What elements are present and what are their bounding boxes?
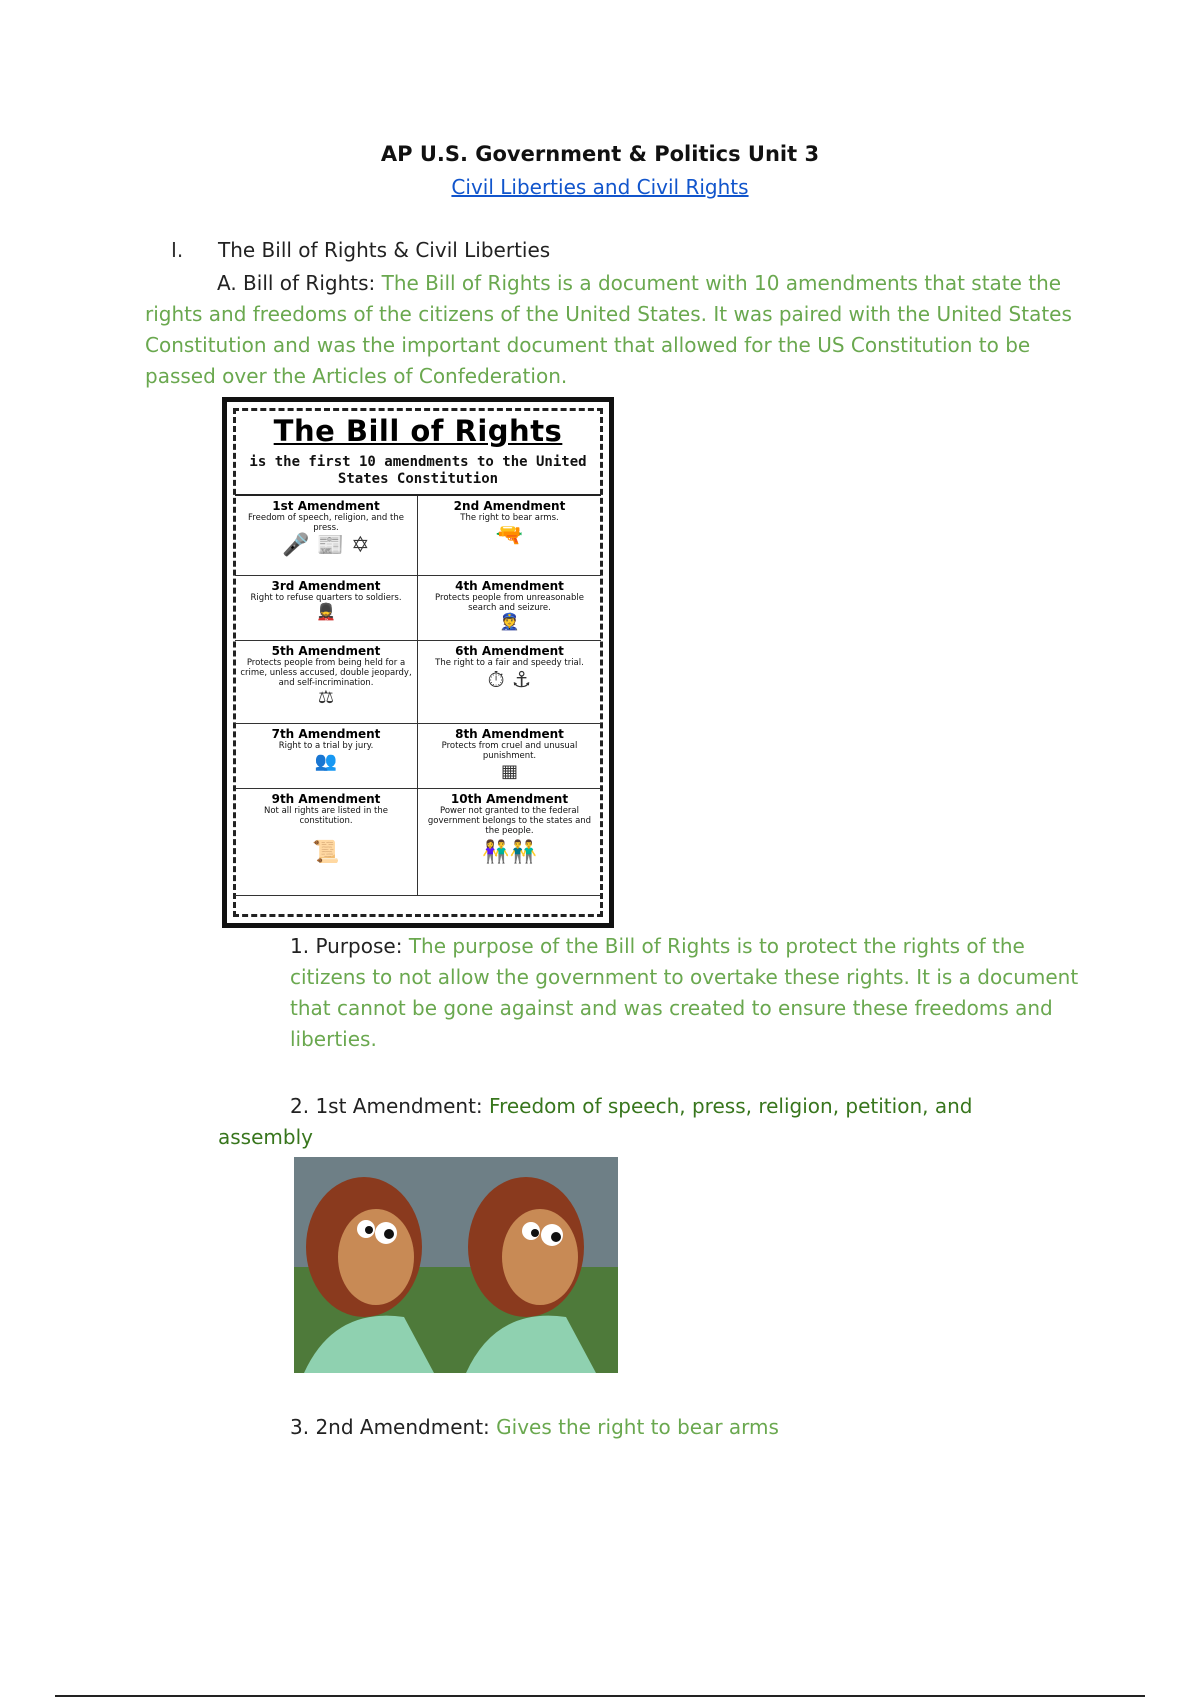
microphone-icon: 🎤 📰 ✡ [282, 533, 370, 558]
cell-text: Right to a trial by jury. [278, 741, 374, 751]
purpose-paragraph [290, 931, 1100, 1055]
cell-heading: 7th Amendment [271, 727, 381, 741]
bill-of-rights-paragraph [145, 268, 1095, 392]
poster-cell-10 [418, 789, 601, 896]
first-amendment-label: 2. 1st Amendment: [290, 1094, 490, 1118]
meme-frame-left [294, 1157, 456, 1373]
second-amendment-text: Gives the right to bear arms [496, 1415, 779, 1439]
bill-of-rights-poster [222, 397, 614, 928]
poster-cell-2 [418, 496, 601, 576]
cell-heading: 1st Amendment [272, 499, 380, 513]
cell-text: Protects people from unreasonable search and seizure. [435, 593, 584, 613]
purpose-label: 1. Purpose: [290, 934, 409, 958]
purpose-text: The purpose of the Bill of Rights is to protect the rights of the citizens to not allow the government to overtake these rights. It is a document that cannot be gone against and was created to ensure these freedoms and liberties. [290, 934, 1079, 1051]
cell-heading: 10th Amendment [450, 792, 569, 806]
second-amendment-label: 3. 2nd Amendment: [290, 1415, 497, 1439]
first-amendment-paragraph [218, 1091, 1048, 1153]
cell-heading: 6th Amendment [455, 644, 564, 658]
meme-frame-right [456, 1157, 618, 1373]
poster-cell-3 [235, 576, 418, 641]
first-amendment-text: Freedom of speech, press, religion, petition, and assembly [218, 1094, 973, 1149]
cell-heading: 3rd Amendment [271, 579, 381, 593]
people-icon: 👫👬 [482, 840, 537, 865]
cell-text: The right to bear arms. [460, 513, 559, 523]
puppet-meme-graphic [294, 1157, 618, 1373]
cell-heading: 8th Amendment [455, 727, 564, 741]
cell-text: Freedom of speech, religion, and the press. [248, 513, 404, 533]
stopwatch-icon: ⏱ ⚓ [487, 668, 532, 693]
jail-icon: ▦ [500, 761, 518, 782]
cell-text: Power not granted to the federal government belongs to the states and the people. [427, 806, 592, 836]
poster-cell-9 [235, 789, 418, 896]
section-title: The Bill of Rights & Civil Liberties [218, 238, 551, 262]
second-amendment-paragraph [290, 1412, 1090, 1443]
poster-cell-4 [418, 576, 601, 641]
jury-icon: 👥 [314, 751, 338, 772]
cell-heading: 2nd Amendment [453, 499, 566, 513]
poster-cell-6 [418, 641, 601, 724]
gun-icon: 🔫 [495, 523, 524, 548]
cell-heading: 9th Amendment [271, 792, 381, 806]
cell-text: Not all rights are listed in the constitution. [264, 806, 388, 826]
police-icon: 👮 [499, 612, 520, 631]
poster-cell-8 [418, 724, 601, 789]
document-title: AP U.S. Government & Politics Unit 3 [380, 142, 820, 166]
cell-text: The right to a fair and speedy trial. [435, 658, 584, 668]
bill-of-rights-label: A. Bill of Rights: [217, 271, 382, 295]
poster-grid [235, 494, 601, 896]
poster-cell-1 [235, 496, 418, 576]
section-number: I. [171, 238, 184, 262]
puppet-meme-image [294, 1157, 618, 1373]
scales-icon: ⚖ [317, 687, 335, 708]
poster-title: The Bill of Rights [273, 414, 563, 448]
page-bottom-rule [55, 1695, 1145, 1697]
poster-cell-7 [235, 724, 418, 789]
scroll-icon: 📜 [312, 840, 340, 865]
poster-cell-5 [235, 641, 418, 724]
cell-heading: 4th Amendment [455, 579, 564, 593]
soldier-icon: 💂 [316, 602, 336, 621]
cell-heading: 5th Amendment [271, 644, 381, 658]
bill-of-rights-text: The Bill of Rights is a document with 10 amendments that state the rights and freedoms of the citizens of the United States. It was paired with the United States Constitution and was the important document that allowed for the US Constitution to be passed over the Articles of Confederation. [145, 271, 1072, 388]
unit-link[interactable]: Civil Liberties and Civil Rights [451, 175, 749, 199]
cell-text: Protects people from being held for a crime, unless accused, double jeopardy, and self-incrimination. [240, 658, 412, 688]
poster-subtitle: is the first 10 amendments to the United States Constitution [249, 454, 587, 487]
cell-text: Protects from cruel and unusual punishment. [441, 741, 578, 761]
cell-text: Right to refuse quarters to soldiers. [250, 593, 402, 603]
